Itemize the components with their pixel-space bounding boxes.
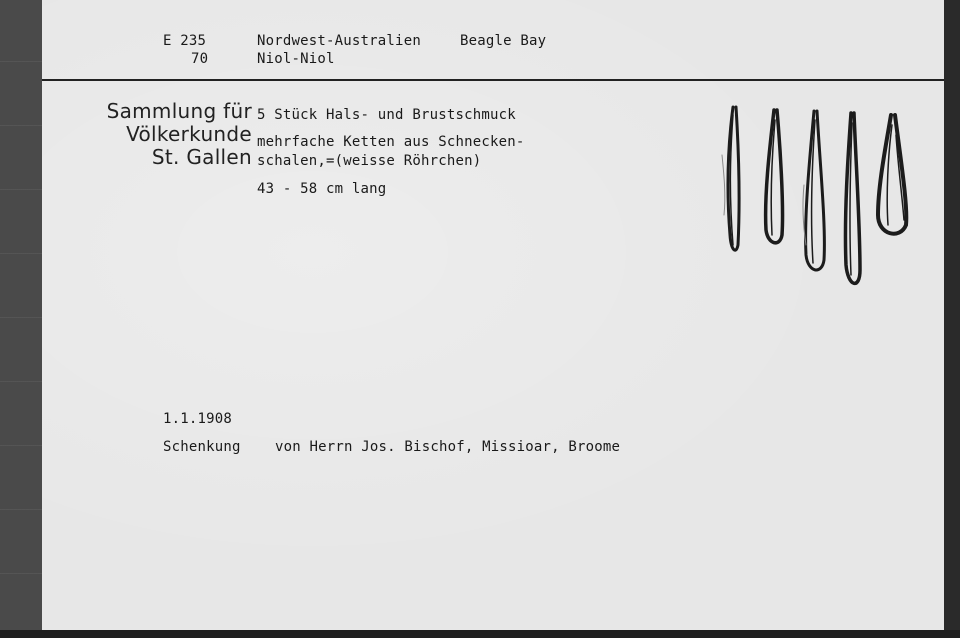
background-bottom-edge — [0, 630, 960, 638]
necklace-sketch-1 — [722, 107, 739, 250]
acquisition-type: Schenkung — [163, 439, 241, 455]
place: Beagle Bay — [460, 33, 547, 49]
necklace-sketch-5 — [878, 115, 906, 234]
stamp-line-1: Sammlung für — [106, 99, 252, 123]
collection-stamp — [62, 100, 252, 169]
stamp-line-3: St. Gallen — [151, 145, 252, 169]
header-divider — [42, 79, 944, 81]
necklace-sketch-icon — [700, 95, 920, 295]
donor: von Herrn Jos. Bischof, Missioar, Broome — [275, 439, 621, 455]
necklace-sketch-3 — [803, 111, 824, 270]
object-size: 43 - 58 cm lang — [257, 181, 387, 197]
people: Niol-Niol — [257, 51, 335, 67]
stamp-line-2: Völkerkunde — [126, 122, 252, 146]
sub-number: 70 — [191, 51, 209, 67]
region: Nordwest-Australien — [257, 33, 421, 49]
necklace-sketch-4 — [845, 113, 860, 283]
background-right-edge — [944, 0, 960, 638]
description-line-2: mehrfache Ketten aus Schnecken- — [257, 134, 525, 150]
description-line-3: schalen,=(weisse Röhrchen) — [257, 153, 482, 169]
necklace-sketch-2 — [766, 110, 783, 243]
description-line-1: 5 Stück Hals- und Brustschmuck — [257, 107, 516, 123]
background-left-edge — [0, 0, 42, 638]
catalog-number: E 235 — [163, 33, 207, 49]
acquisition-date: 1.1.1908 — [163, 411, 233, 427]
